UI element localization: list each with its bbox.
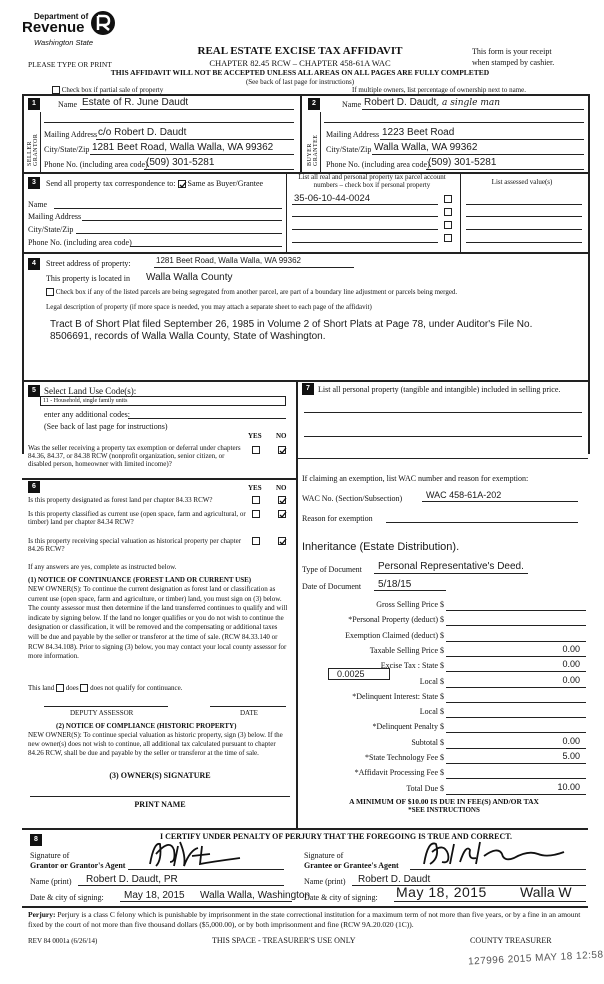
grantor-sig-label-1: Signature of — [30, 851, 70, 860]
grantee-sig-label-1: Signature of — [304, 851, 344, 860]
reason-label: Reason for exemption — [302, 514, 373, 523]
dollar-sign: $ — [440, 783, 444, 793]
land-use-select[interactable] — [40, 396, 286, 406]
legal-description: Tract B of Short Plat filed September 26, 1985 in Volume 2 of Short Plats at Page 78, under Auditor's File No. 8506691, records of Walla Walla County, State of Washington. — [50, 319, 533, 342]
form-title: REAL ESTATE EXCISE TAX AFFIDAVIT — [197, 45, 403, 57]
financial-row-underline — [446, 763, 586, 764]
grantor-city: Walla Walla, Washington — [200, 890, 311, 901]
segregated-checkbox[interactable] — [46, 288, 54, 296]
grantor-date-label: Date & city of signing: — [30, 893, 104, 902]
dollar-sign: $ — [440, 768, 444, 778]
section-5-badge: 5 — [28, 385, 40, 397]
financial-row-value: 10.00 — [557, 781, 580, 792]
s6-q3: Is this property receiving special valuation as historical property per chapter 84.26 RCW? — [28, 537, 242, 553]
does-label: does — [65, 684, 79, 692]
financial-row — [302, 692, 586, 705]
does-not-checkbox[interactable] — [80, 684, 88, 692]
buyer-phone: (509) 301-5281 — [428, 157, 497, 168]
same-as-buyer-checkbox[interactable] — [178, 180, 186, 188]
grantee-name: Robert D. Daudt — [358, 874, 431, 885]
please-type: PLEASE TYPE OR PRINT — [28, 60, 112, 69]
receipt-stamp: 127996 2015 MAY 18 12:58 — [467, 949, 604, 968]
additional-codes-label: enter any additional codes: — [44, 410, 130, 419]
s6-if-yes: If any answers are yes, complete as instructed below. — [28, 563, 177, 571]
doc-date-label: Date of Document — [302, 582, 362, 591]
financial-row-underline — [446, 778, 586, 779]
s6-q2-no[interactable] — [278, 510, 286, 518]
local-rate-value: 0.0025 — [337, 669, 365, 679]
section-3-badge: 3 — [28, 177, 40, 189]
grantor-sig-label-2: Grantor or Grantor's Agent — [30, 861, 126, 870]
perjury-notice — [28, 910, 584, 929]
exemption-wac-label: If claiming an exemption, list WAC number and reason for exemption: — [302, 474, 529, 483]
seller-city: 1281 Beet Road, Walla Walla, WA 99362 — [92, 142, 274, 153]
financial-row-label: Gross Selling Price — [376, 600, 438, 609]
financial-row-label: Excise Tax : State — [380, 661, 438, 671]
s5-see-back: (See back of last page for instructions) — [44, 422, 168, 431]
wac-no-label: WAC No. (Section/Subsection) — [302, 494, 403, 503]
buyer-name — [364, 97, 500, 108]
section-4-badge: 4 — [28, 258, 40, 270]
exemption-question: Was the seller receiving a property tax exemption or deferral under chapters 84.36, 84.37, or 84.38 RCW (nonprofit organization, senior citizen, or disabled person, homeowner with limited income)? — [28, 444, 241, 468]
wac-number: WAC 458-61A-202 — [426, 490, 502, 500]
buyer-phone-label: Phone No. (including area code) — [326, 160, 430, 169]
s6-q1: Is this property designated as forest land per chapter 84.33 RCW? — [28, 496, 213, 504]
financial-row — [302, 643, 586, 659]
grantor-date: May 18, 2015 — [124, 890, 185, 901]
financial-row-label: Subtotal — [411, 737, 438, 747]
grantee-date: May 18, 2015 — [396, 884, 487, 900]
owner-signature-label: (3) OWNER(S) SIGNATURE — [109, 771, 211, 780]
grantee-name-label: Name (print) — [304, 877, 346, 886]
personal-property-checkbox-2[interactable] — [444, 208, 452, 216]
notice2-body: NEW OWNER(S): To continue special valuation as historic property, sign (3) below. If the new owner(s) does not wish to continue, all additional tax calculated pursuant to chapter 84.26 RCW, shall be due and payable by the seller or transferor at the time of sale. — [28, 731, 283, 757]
financial-row — [302, 707, 586, 720]
s3-phone-label: Phone No. (including area code) — [28, 238, 132, 247]
buyer-name-label: Name — [342, 100, 362, 109]
buyer-mailing-label: Mailing Address — [326, 130, 380, 139]
s5-no-header: NO — [276, 432, 287, 440]
notice1-title: (1) NOTICE OF CONTINUANCE (FOREST LAND OR CURRENT USE) — [28, 576, 252, 584]
financial-row-underline — [446, 717, 586, 718]
section-7-badge: 7 — [302, 383, 314, 395]
financial-row — [302, 600, 586, 613]
segregated-label: Check box if any of the listed parcels are being segregated from another parcel, are part of a boundary line adjustment or parcels being merged. — [55, 288, 458, 296]
financial-row-underline — [446, 671, 586, 672]
section-2-badge: 2 — [308, 98, 320, 110]
financial-row — [302, 722, 586, 735]
seller-name: Estate of R. June Daudt — [82, 97, 189, 108]
dollar-sign: $ — [440, 691, 444, 701]
parcel-number: 35-06-10-44-0024 — [294, 193, 371, 204]
form-subtitle: CHAPTER 82.45 RCW – CHAPTER 458-61A WAC — [209, 58, 391, 68]
checkmark-icon — [279, 497, 287, 505]
seller-mailing: c/o Robert D. Daudt — [98, 127, 187, 138]
send-correspondence-label — [46, 179, 263, 188]
land-use-label: Select Land Use Code(s): — [44, 386, 137, 396]
parcel-header: List all real and personal property tax parcel account numbers – check box if personal property — [298, 173, 446, 189]
street-label: Street address of property: — [46, 259, 131, 268]
s6-q1-yes[interactable] — [252, 496, 260, 504]
checkmark-icon — [179, 181, 187, 189]
multiple-owners-note: If multiple owners, list percentage of ownership next to name. — [352, 86, 526, 94]
grantor-name: Robert D. Daudt, PR — [86, 874, 178, 885]
qualify-label: qualify for continuance. — [115, 684, 183, 692]
s3-name-label: Name — [28, 200, 48, 209]
financial-row-value: 0.00 — [562, 659, 580, 670]
s5-yes-checkbox[interactable] — [252, 446, 260, 454]
s5-no-checkbox[interactable] — [278, 446, 286, 454]
dollar-sign: $ — [440, 645, 444, 655]
agency-line3: Washington State — [34, 38, 94, 47]
dollar-sign: $ — [440, 661, 444, 671]
seller-side-label: SELLER GRANTOR — [27, 133, 39, 166]
checkmark-icon — [279, 538, 287, 546]
financial-row-label: Taxable Selling Price — [369, 645, 438, 655]
personal-property-checkbox-1[interactable] — [444, 195, 452, 203]
street-address: 1281 Beet Road, Walla Walla, WA 99362 — [156, 256, 301, 265]
financial-row-label: *Delinquent Penalty — [372, 722, 438, 732]
seller-phone: (509) 301-5281 — [146, 157, 215, 168]
financial-row-underline — [446, 625, 586, 626]
dollar-sign: $ — [440, 722, 444, 732]
s6-q2-yes[interactable] — [252, 510, 260, 518]
financial-row-label: Local — [419, 676, 438, 686]
perjury-label: Perjury: — [28, 910, 56, 919]
financial-row-label: *Affidavit Processing Fee — [354, 768, 438, 778]
grantee-city: Walla W — [520, 884, 572, 900]
personal-property-list-label: List all personal property (tangible and intangible) included in selling price. — [318, 385, 561, 394]
treasurer-use-label: THIS SPACE - TREASURER'S USE ONLY — [212, 936, 356, 945]
buyer-city: Walla Walla, WA 99362 — [374, 142, 478, 153]
local-rate-box — [328, 668, 390, 680]
located-label: This property is located in — [46, 274, 130, 283]
assessor-date-label: DATE — [240, 709, 258, 717]
s5-yes-header: YES — [248, 432, 262, 440]
seller-phone-label: Phone No. (including area code) — [44, 160, 148, 169]
personal-property-checkbox-4[interactable] — [444, 234, 452, 242]
county-treasurer-label: COUNTY TREASURER — [470, 936, 552, 945]
dollar-sign: $ — [440, 615, 444, 625]
section-1-badge: 1 — [28, 98, 40, 110]
located-county: Walla Walla County — [146, 272, 233, 283]
continuance-row — [28, 684, 182, 692]
financial-row-label: *State Technology Fee — [364, 753, 438, 762]
financial-row-underline — [446, 687, 586, 688]
financial-row-value: 0.00 — [562, 643, 580, 654]
section-8-badge: 8 — [30, 834, 42, 846]
agency-emblem-icon — [90, 10, 116, 36]
buyer-name-handwritten: , a single man — [436, 98, 501, 108]
financial-row-value: 0.00 — [562, 674, 580, 685]
s6-q2: Is this property classified as current use (open space, farm and agricultural, or timber) land per chapter 84.34 RCW? — [28, 510, 246, 526]
buyer-mailing: 1223 Beet Road — [382, 127, 455, 138]
financial-row-value: 0.00 — [562, 735, 580, 746]
grantor-signature-icon — [140, 836, 250, 870]
agency-logo — [18, 8, 118, 54]
s6-q3-no[interactable] — [278, 537, 286, 545]
financial-row-underline — [446, 732, 586, 733]
deputy-assessor-label: DEPUTY ASSESSOR — [70, 709, 134, 717]
dollar-sign: $ — [440, 737, 444, 747]
perjury-text: Perjury is a class C felony which is punishable by imprisonment in the state correctional institution for a maximum term of not more than five years, or by a fine in an amount fixed by the court of not more than five thousand dollars ($5,000.00), or by both imprisonment and fine (RCW 9A.20.020 (1C)). — [28, 910, 581, 929]
doc-type-label: Type of Document — [302, 565, 362, 574]
financial-row — [302, 615, 586, 628]
assessed-header: List assessed value(s) — [491, 178, 553, 186]
s3-city-label: City/State/Zip — [28, 225, 74, 234]
grantee-date-label: Date & city of signing: — [304, 893, 378, 902]
financial-row-label: *Delinquent Interest: State — [352, 691, 438, 701]
grantee-signature-icon — [418, 836, 568, 870]
partial-sale-label: Check box if partial sale of property — [61, 86, 164, 94]
receipt-note-2: when stamped by cashier. — [472, 58, 555, 67]
this-land-label: This land — [28, 684, 55, 692]
personal-property-checkbox-3[interactable] — [444, 221, 452, 229]
dollar-sign: $ — [440, 753, 444, 762]
financial-row-label: Local — [419, 707, 438, 717]
agency-line1: Department of — [34, 12, 89, 21]
buyer-side-label: BUYER GRANTEE — [307, 134, 319, 166]
dollar-sign: $ — [440, 630, 444, 640]
buyer-name-typed: Robert D. Daudt — [364, 97, 437, 108]
certify-statement: I CERTIFY UNDER PENALTY OF PERJURY THAT THE FOREGOING IS TRUE AND CORRECT. — [160, 832, 513, 841]
buyer-city-label: City/State/Zip — [326, 145, 372, 154]
notice1-body: NEW OWNER(S): To continue the current designation as forest land or classification as current use (open space, farm and agriculture, or timber) land, you must sign on (3) below. The county assessor must then determine if the land transferred continues to qualify and will indicate by signing below. If the land no longer qualifies or you do not wish to continue the designation or classification, it will be removed and the compensating or additional taxes will be due and payable by the seller or transferor at the time of sale. (RCW 84.33.140 or RCW 84.34.108). Prior to signing (3) below, you may contact your local county assessor for more information. — [28, 585, 288, 661]
financial-row-underline — [446, 794, 586, 795]
legal-label: Legal description of property (if more space is needed, you may attach a separate sheet to each page of the affidavit) — [46, 303, 372, 311]
print-name-label: PRINT NAME — [134, 800, 186, 809]
does-checkbox[interactable] — [56, 684, 64, 692]
financial-row-label: Total Due — [406, 783, 438, 793]
see-instructions-note: *SEE INSTRUCTIONS — [408, 806, 480, 814]
financial-row — [302, 753, 586, 766]
financial-row-value: 5.00 — [562, 751, 580, 761]
minimum-due-note: A MINIMUM OF $10.00 IS DUE IN FEE(S) AND/OR TAX — [349, 797, 539, 806]
seller-mailing-label: Mailing Address — [44, 130, 98, 139]
doc-type-value: Personal Representative's Deed. — [378, 561, 524, 572]
does-not-label: does not — [90, 684, 114, 692]
form-warning: THIS AFFIDAVIT WILL NOT BE ACCEPTED UNLESS ALL AREAS ON ALL PAGES ARE FULLY COMPLETED — [110, 68, 490, 77]
financial-row-label: *Personal Property (deduct) — [348, 615, 438, 625]
checkmark-icon — [279, 511, 287, 519]
agency-line2: Revenue — [22, 19, 85, 36]
s3-mailing-label: Mailing Address — [28, 212, 82, 221]
dollar-sign: $ — [440, 676, 444, 686]
financial-row-label: Exemption Claimed (deduct) — [345, 630, 438, 640]
seller-city-label: City/State/Zip — [44, 145, 90, 154]
receipt-note-1: This form is your receipt — [472, 47, 552, 56]
seller-name-label: Name — [58, 100, 78, 109]
grantor-name-label: Name (print) — [30, 877, 72, 886]
dollar-sign: $ — [440, 600, 444, 609]
financial-row-underline — [446, 641, 586, 642]
checkmark-icon — [279, 447, 287, 455]
s6-q3-yes[interactable] — [252, 537, 260, 545]
doc-date-value: 5/18/15 — [378, 579, 412, 590]
notice2-title: (2) NOTICE OF COMPLIANCE (HISTORIC PROPERTY) — [56, 722, 237, 730]
land-use-value: 11 - Household, single family units — [43, 398, 128, 404]
financial-row — [302, 781, 586, 797]
financial-row-underline — [446, 610, 586, 611]
financial-row — [302, 631, 586, 644]
send-correspondence-text: Send all property tax correspondence to: — [46, 179, 176, 188]
same-as-buyer-label: Same as Buyer/Grantee — [187, 179, 264, 188]
financial-row — [302, 768, 586, 781]
section-6-badge: 6 — [28, 481, 40, 493]
s6-yes-header: YES — [248, 484, 262, 492]
s6-no-header: NO — [276, 484, 287, 492]
reason-value: Inheritance (Estate Distribution). — [302, 541, 460, 553]
financial-row-underline — [446, 656, 586, 657]
segregated-row — [46, 288, 457, 296]
dollar-sign: $ — [440, 707, 444, 717]
grantee-sig-label-2: Grantee or Grantee's Agent — [304, 861, 399, 870]
see-back-note: (See back of last page for instructions) — [245, 78, 355, 86]
form-number: REV 84 0001a (6/26/14) — [28, 937, 98, 945]
financial-row-underline — [446, 748, 586, 749]
financial-row — [302, 735, 586, 751]
s6-q1-no[interactable] — [278, 496, 286, 504]
financial-row-underline — [446, 702, 586, 703]
